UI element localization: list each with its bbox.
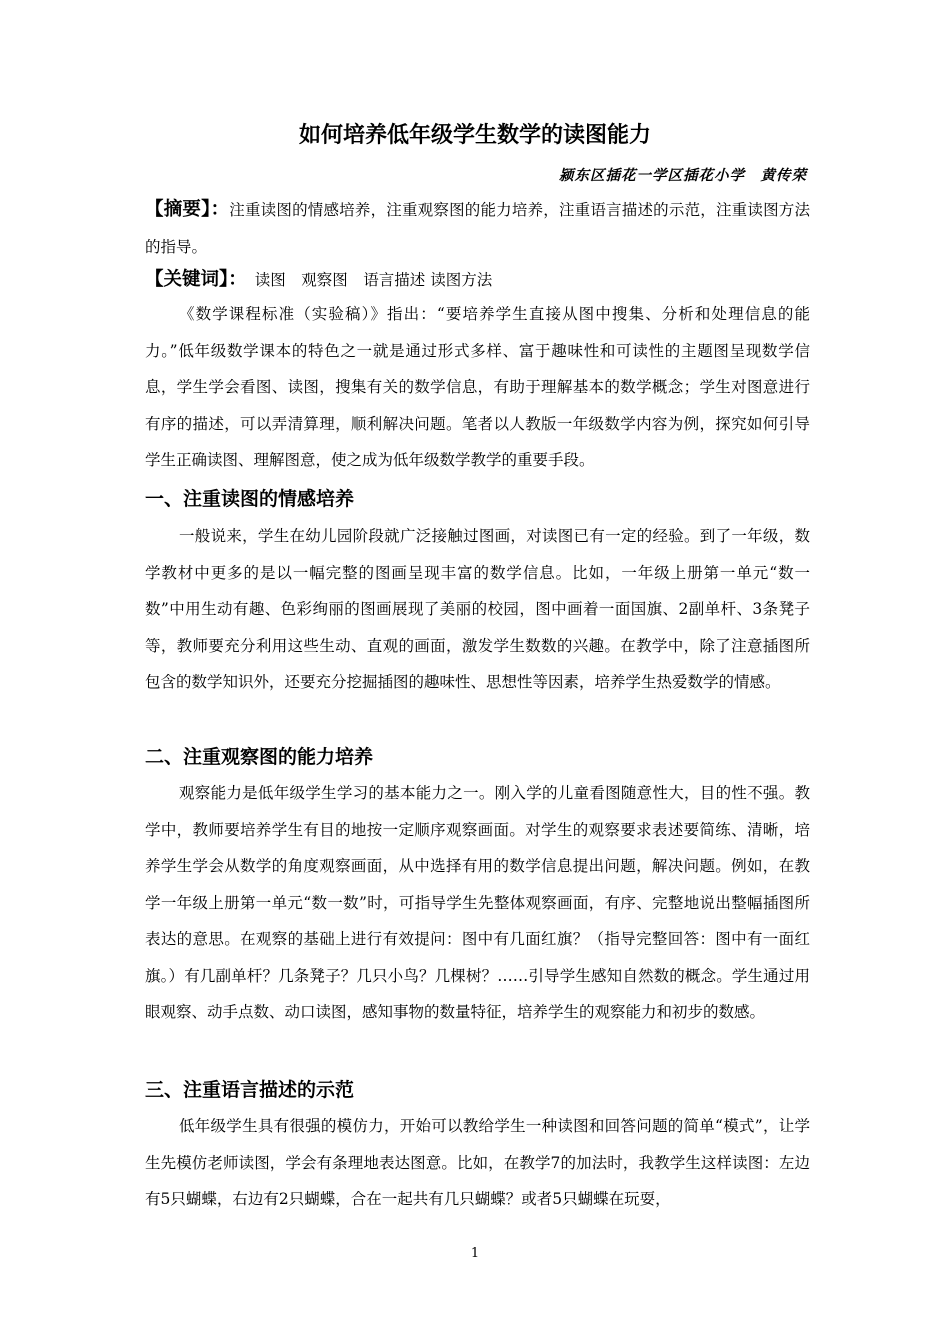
keywords-label: 【关键词】 (145, 269, 229, 290)
abstract-label: 【摘要】 (145, 199, 211, 220)
section-2-body: 观察能力是低年级学生学习的基本能力之一。刚入学的儿童看图随意性大，目的性不强。教学中，教师要培养学生有目的地按一定顺序观察画面。对学生的观察要求表述要简练、清晰，培养学生学会从数学的角度观察画面，从中选择有用的数学信息提出问题，解决问题。例如，在教学一年级上册第一单元“数一数”时，可指导学生先整体观察画面，有序、完整地说出整幅插图所表达的意思。在观察的基础上进行有效提问：图中有几面红旗？（指导完整回答：图中有一面红旗。）有几副单杆？几条凳子？几只小鸟？几棵树？……引导学生感知自然数的概念。学生通过用眼观察、动手点数、动口读图，感知事物的数量特征，培养学生的观察能力和初步的数感。 (145, 784, 810, 1021)
section-3-body: 低年级学生具有很强的模仿力，开始可以教给学生一种读图和回答问题的简单“模式”，让学生先模仿老师读图，学会有条理地表达图意。比如，在教学7的加法时，我教学生这样读图：左边有5只蝴蝶，右边有2只蝴蝶，合在一起共有几只蝴蝶？或者5只蝴蝶在玩耍， (145, 1117, 810, 1208)
section-1-heading: 一、注重读图的情感培养 (145, 488, 355, 510)
keywords-text: 读图 观察图 语言描述 读图方法 (254, 271, 493, 289)
keywords-colon: ： (228, 269, 247, 290)
section-1-body: 一般说来，学生在幼儿园阶段就广泛接触过图画，对读图已有一定的经验。到了一年级，数学教材中更多的是以一幅完整的图画呈现丰富的数学信息。比如，一年级上册第一单元“数一数”中用生动有趣、色彩绚丽的图画展现了美丽的校园，图中画着一面国旗、2副单杆、3条凳子等，教师要充分利用这些生动、直观的画面，激发学生数数的兴趣。在教学中，除了注意插图所包含的数学知识外，还要充分挖掘插图的趣味性、思想性等因素，培养学生热爱数学的情感。 (145, 527, 810, 691)
section-2-heading: 二、注重观察图的能力培养 (145, 746, 374, 768)
abstract-colon: ： (210, 199, 230, 220)
abstract-text: 注重读图的情感培养，注重观察图的能力培养，注重语言描述的示范，注重读图方法的指导。 (145, 201, 810, 256)
section-3-heading: 三、注重语言描述的示范 (145, 1079, 355, 1101)
keywords-paragraph (145, 262, 810, 299)
intro-paragraph: 《数学课程标准（实验稿）》指出：“要培养学生直接从图中搜集、分析和处理信息的能力。”低年级数学课本的特色之一就是通过形式多样、富于趣味性和可读性的主题图呈现数学信息，学生学会看图、读图，搜集有关的数学信息，有助于理解基本的数学概念；学生对图意进行有序的描述，可以弄清算理，顺利解决问题。笔者以人教版一年级数学内容为例，探究如何引导学生正确读图、理解图意，使之成为低年级数学教学的重要手段。 (145, 305, 810, 469)
page-number: 1 (470, 1246, 480, 1261)
abstract-paragraph (145, 192, 810, 265)
author-line: 颍东区插花一学区插花小学 黄传荣 (559, 168, 807, 184)
document-title: 如何培养低年级学生数学的读图能力 (298, 123, 651, 148)
